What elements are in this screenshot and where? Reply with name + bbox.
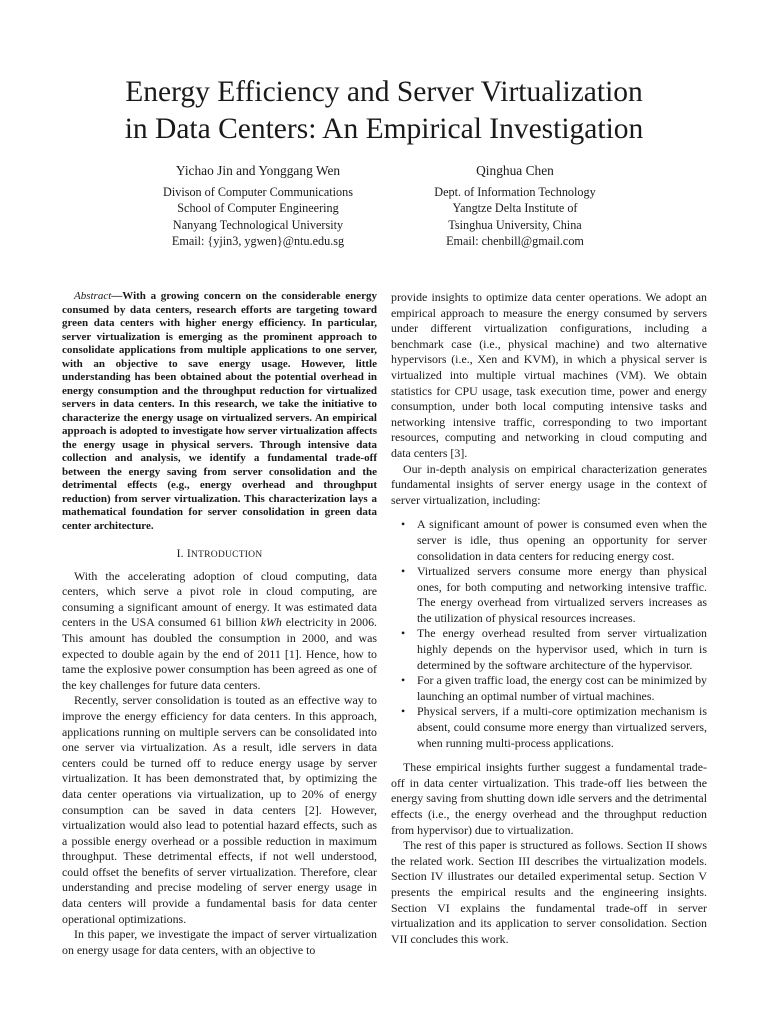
list-item bbox=[401, 673, 707, 704]
math-unit: kWh bbox=[260, 615, 282, 630]
insights-list bbox=[391, 517, 707, 751]
author-affiliation-line: Nanyang Technological University bbox=[172, 217, 344, 232]
abstract-text: —With a growing concern on the considerable energy consumed by data centers, research efforts are targeting toward green data centers with higher energy efficiency. In particular, server virtualization is emerging as the prominent approach to consolidate applications from multiple applications to one server, with an objective to save energy usage. However, little understanding has been obtained about the potential overhead in energy consumption and the throughput reduction for virtualized servers in data centers. In this research, we take the initiative to characterize the energy usage on virtualized servers. An empirical approach is adopted to investigate how server virtualization affects the energy usage in physical servers. Through intensive data collection and analysis, we identify a fundamental trade-off between the energy saving from server consolidation and the detrimental effects (e.g., energy overhead and throughput reduction) from server virtualization. This characterization lays a mathematical foundation for server consolidation in green data center architecture. bbox=[62, 290, 377, 532]
list-item-text: Physical servers, if a multi-core optimization mechanism is absent, could consume more energy than virtualized servers, when running multi-process applications. bbox=[417, 704, 707, 750]
list-item-text: For a given traffic load, the energy cost can be minimized by launching an optimal number of virtual machines. bbox=[417, 673, 707, 703]
left-column bbox=[62, 290, 377, 958]
list-item bbox=[401, 704, 707, 751]
list-item-text: The energy overhead resulted from server virtualization highly depends on the hypervisor used, which in turn is determined by the software architecture of the hypervisor. bbox=[417, 626, 707, 672]
bullet-icon: • bbox=[401, 564, 406, 579]
abstract-label: Abstract bbox=[74, 290, 112, 302]
right-paragraph-1: provide insights to optimize data center operations. We adopt an empirical approach to measure the energy consumed by servers under different virtualization configurations, including a benchmark case (i.e., physical machine) and two alternative hypervisors (i.e., Xen and KVM), in which a physical server is virtualized into multiple virtual machines (VM). We obtain statistics for CPU usage, task execution time, power and energy consumption, under both local computing intensive tasks and networking intensive traffic, corresponding to two important resources, computing and networking in cloud computing and data centers [3]. bbox=[391, 290, 707, 460]
right-paragraph-2: Our in-depth analysis on empirical characterization generates fundamental insights of server energy usage in the context of server virtualization, including: bbox=[391, 461, 707, 507]
bullet-icon: • bbox=[401, 704, 406, 719]
intro-paragraph-1 bbox=[62, 569, 377, 694]
bullet-icon: • bbox=[401, 673, 406, 688]
author-names-2: Qinghua Chen bbox=[476, 163, 554, 178]
list-item-text: A significant amount of power is consumed even when the server is idle, thus opening an opportunity for server consolidation in data centers for reducing energy cost. bbox=[417, 517, 707, 563]
paper-title bbox=[40, 74, 728, 148]
text-run: electricity in 2006. This amount has doubled the consumption in 2000, and was expected to double again by the end of 2011 [1]. Hence, how to tame the explosive power consumption has been agreed as one of the key challenges for future data centers. bbox=[62, 615, 377, 692]
intro-paragraph-3: In this paper, we investigate the impact of server virtualization on energy usage for data centers, with an objective to bbox=[62, 927, 377, 957]
list-item bbox=[401, 564, 707, 626]
author-affiliation-line: Divison of Computer Communications bbox=[163, 185, 353, 200]
section-heading-introduction bbox=[62, 546, 377, 563]
bullet-icon: • bbox=[401, 626, 406, 641]
title-line-1: Energy Efficiency and Server Virtualization bbox=[125, 76, 643, 108]
author-email: Email: chenbill@gmail.com bbox=[446, 233, 584, 248]
math-percent: 20% bbox=[301, 786, 324, 801]
text-run: of energy consumption can be saved in data centers [2]. However, virtualization would also lead to potential hazard effects, such as a possible energy overhead or a possible reduction in maximum throughput. These detrimental effects, if not well understood, could offset the benefits of server virtualization. Therefore, clear understanding and precise modeling of server energy usage in data centers will provide a fundamental basis for data center operational optimizations. bbox=[62, 786, 377, 926]
section-number: I. bbox=[176, 547, 184, 560]
abstract bbox=[62, 290, 377, 533]
right-column bbox=[391, 290, 707, 947]
author-affiliation-line: Dept. of Information Technology bbox=[434, 185, 596, 200]
right-paragraph-3: These empirical insights further suggest a fundamental trade-off in data center virtualization. This trade-off lies between the energy saving from shutting down idle servers and the detrimental effects (i.e., the energy overhead and the throughput reduction from hypervisor) due to virtualization. bbox=[391, 760, 707, 837]
right-paragraph-4: The rest of this paper is structured as follows. Section II shows the related work. Section III describes the virtualization models. Section IV illustrates our detailed experimental setup. Section V presents the empirical results and the engineering insights. Section VI explains the fundamental trade-off in server virtualization and its application to server consolidation. Section VII concludes this work. bbox=[391, 838, 707, 946]
section-title-initial: I bbox=[186, 547, 191, 560]
author-affiliation-line: Tsinghua University, China bbox=[448, 217, 582, 232]
list-item-text: Virtualized servers consume more energy than physical ones, for both computing and networking intensive traffic. The energy overhead from virtualized servers increases as the utilization of physical resources increases. bbox=[417, 564, 707, 625]
author-affiliation-line: School of Computer Engineering bbox=[177, 201, 339, 216]
author-email: Email: {yjin3, ygwen}@ntu.edu.sg bbox=[171, 233, 345, 248]
list-item bbox=[401, 626, 707, 673]
author-names-1: Yichao Jin and Yonggang Wen bbox=[175, 163, 341, 178]
bullet-icon: • bbox=[401, 517, 406, 532]
author-block-2 bbox=[365, 163, 665, 249]
intro-paragraph-2 bbox=[62, 693, 377, 927]
list-item bbox=[401, 517, 707, 564]
title-line-2: in Data Centers: An Empirical Investigation bbox=[124, 113, 644, 145]
text-run: Recently, server consolidation is touted as an effective way to improve the energy efficiency for data centers. In this approach, applications running on multiple servers can be consolidated into one server via virtualization. As a result, idle servers in data centers could be turned off to reduce energy usage by server virtualization. It has been demonstrated that, by optimizing the data center operations via virtualization, up to bbox=[62, 693, 377, 801]
text-run: With the accelerating adoption of cloud computing, data centers, which serve a pivot role in cloud computing, are consuming a significant amount of energy. It was estimated data centers in the USA consumed 61 billion bbox=[62, 568, 377, 630]
section-title-rest: NTRODUCTION bbox=[190, 549, 263, 560]
author-block-1 bbox=[108, 163, 408, 249]
author-affiliation-line: Yangtze Delta Institute of bbox=[452, 201, 578, 216]
